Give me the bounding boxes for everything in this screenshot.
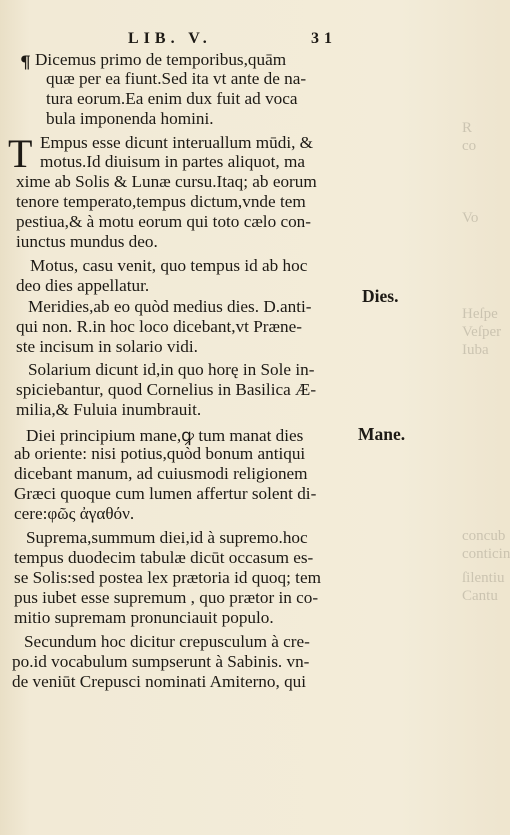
text-line: Solarium dicunt id,in quo horę in Sole in- bbox=[28, 360, 315, 379]
bleed-line: conticin bbox=[462, 546, 510, 562]
text-line: deo dies appellatur. bbox=[16, 276, 150, 295]
page-number: 31 bbox=[311, 30, 337, 47]
text-line: Motus, casu venit, quo tempus id ab hoc bbox=[30, 256, 308, 275]
bleed-line: Cantu bbox=[462, 588, 498, 604]
running-header bbox=[128, 30, 337, 48]
running-head: LIB. V. bbox=[128, 30, 212, 47]
text-line: ste incisum in solario vidi. bbox=[16, 337, 198, 356]
text-line: tura eorum.Ea enim dux fuit ad voca bbox=[46, 89, 298, 108]
text-line: se Solis:sed postea lex prætoria id quoq; tem bbox=[14, 568, 321, 587]
bleed-line: Heſpe bbox=[462, 306, 498, 322]
text-line: spiciebantur, quod Cornelius in Basilica Æ- bbox=[16, 380, 317, 399]
text-line: cere:φῶς ἀγαθόν. bbox=[14, 504, 135, 523]
text-line: iunctus mundus deo. bbox=[16, 232, 158, 251]
text-line: pus iubet esse supremum , quo prætor in co- bbox=[14, 588, 319, 607]
text-line: quæ per ea fiunt.Sed ita vt ante de na- bbox=[46, 69, 307, 88]
text-line: Dicemus primo de temporibus,quām bbox=[35, 50, 287, 69]
bleed-line: concub bbox=[462, 528, 506, 544]
text-line: Diei principium mane,ꝙ tum manat dies bbox=[26, 426, 304, 445]
text-line: Secundum hoc dicitur crepusculum à cre- bbox=[24, 632, 310, 651]
margin-note-mane: Mane. bbox=[358, 424, 406, 444]
drop-capital: T bbox=[8, 131, 33, 176]
text-line: ab oriente: nisi potius,quòd bonum antiqui bbox=[14, 444, 306, 463]
bleed-line: Iuba bbox=[462, 342, 489, 358]
bleed-line: co bbox=[462, 138, 477, 154]
pilcrow-mark: ¶ bbox=[20, 53, 31, 73]
text-line: motus.Id diuisum in partes aliquot, ma bbox=[40, 152, 305, 171]
text-line: tempus duodecim tabulæ dicūt occasum es- bbox=[14, 548, 314, 567]
text-line: pestiua,& à motu eorum qui toto cælo con- bbox=[16, 212, 311, 231]
margin-note-dies: Dies. bbox=[362, 286, 399, 306]
text-line: xime ab Solis & Lunæ cursu.Itaq; ab eorum bbox=[16, 172, 317, 191]
text-line: Empus esse dicunt interuallum mūdi, & bbox=[40, 133, 314, 152]
bleed-line: ſilentiu bbox=[462, 570, 505, 586]
text-line: Suprema,summum diei,id à supremo.hoc bbox=[26, 528, 308, 547]
text-line: tenore temperato,tempus dictum,vnde tem bbox=[16, 192, 306, 211]
bleed-line: R bbox=[462, 120, 473, 136]
text-line: milia,& Fuluia inumbrauit. bbox=[16, 400, 202, 419]
bleed-line: Vo bbox=[462, 210, 479, 226]
bleed-through-text bbox=[462, 110, 510, 710]
text-line: po.id vocabulum sumpserunt à Sabinis. vn- bbox=[12, 652, 310, 671]
text-line: Græci quoque cum lumen affertur solent di- bbox=[14, 484, 317, 503]
text-line: mitio supremam pronunciauit populo. bbox=[14, 608, 274, 627]
text-line: qui non. R.in hoc loco dicebant,vt Præne- bbox=[16, 317, 302, 336]
text-line: de veniūt Crepusci nominati Amiterno, qui bbox=[12, 672, 307, 691]
bleed-line: Veſper bbox=[462, 324, 502, 340]
text-line: dicebant manum, ad cuiusmodi religionem bbox=[14, 464, 308, 483]
text-line: bula imponenda homini. bbox=[46, 109, 214, 128]
text-line: Meridies,ab eo quòd medius dies. D.anti- bbox=[28, 297, 312, 316]
